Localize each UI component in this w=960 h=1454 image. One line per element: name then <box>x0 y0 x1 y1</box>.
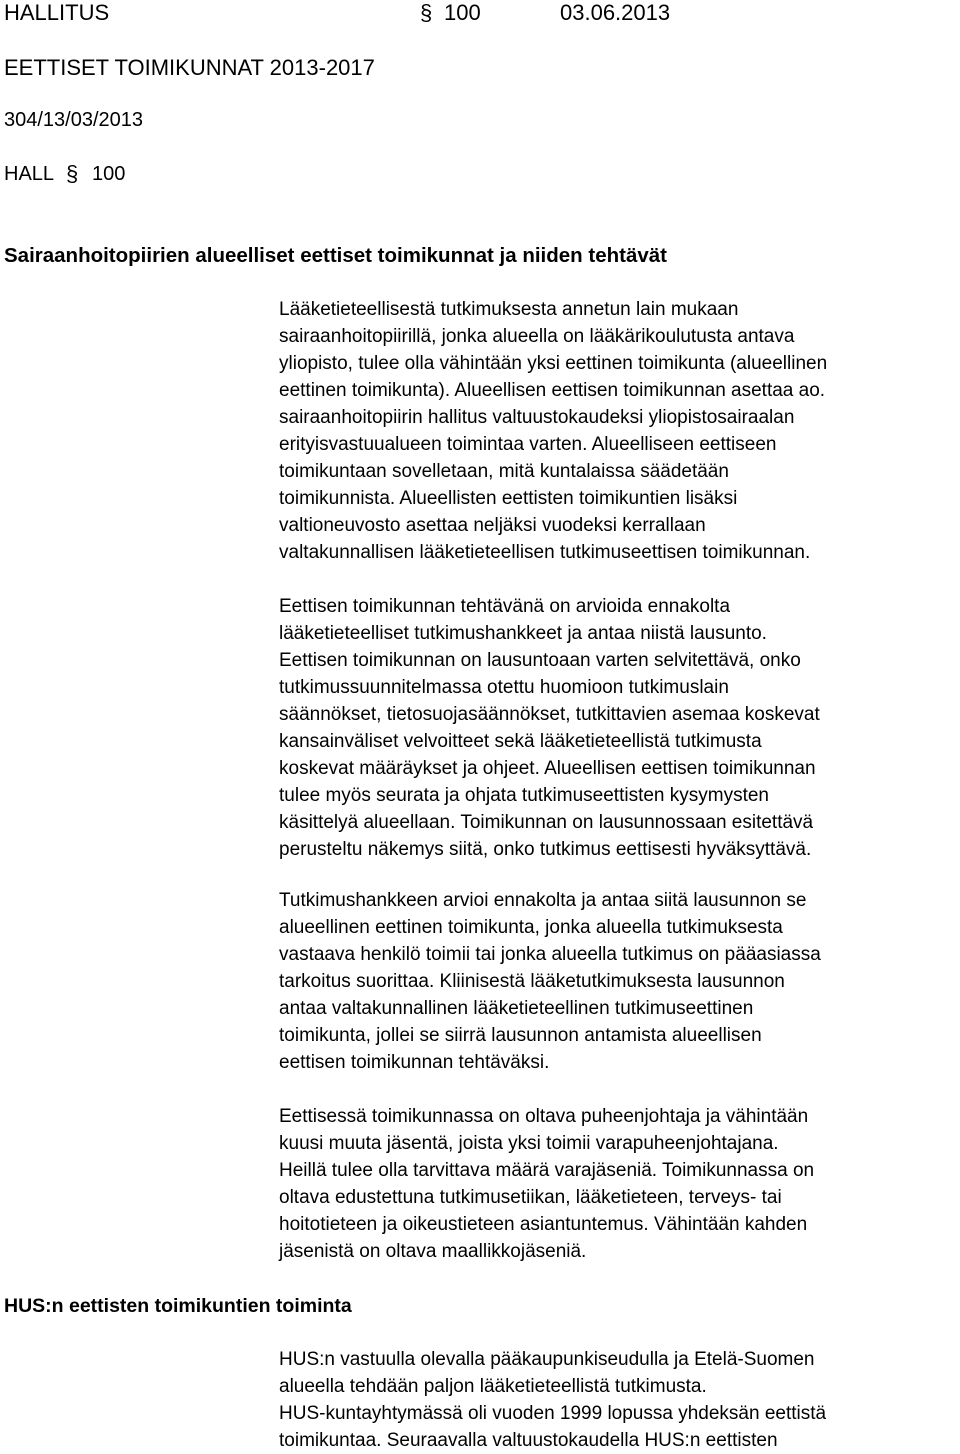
body-paragraph-4 <box>279 1103 955 1265</box>
paragraph-text: HUS:n vastuulla olevalla pääkaupunkiseudulla ja Etelä-Suomen alueella tehdään paljon lääketieteellistä tutkimusta. HUS-kuntayhtymässä oli vuoden 1999 lopussa yhdeksän eettistä toimikuntaa. Seuraavalla valtuustokaudella HUS:n eettisten <box>279 1349 827 1451</box>
header-number: 100 <box>444 0 481 25</box>
body-paragraph-3 <box>279 887 955 1076</box>
body-paragraph-2 <box>279 593 955 863</box>
body-paragraph-5 <box>279 1346 955 1454</box>
hall-label: HALL <box>4 163 55 185</box>
body-paragraph-1 <box>279 296 955 566</box>
paragraph-text: Tutkimushankkeen arvioi ennakolta ja antaa siitä lausunnon se alueellinen eettinen toimikunta, jonka alueella tutkimuksesta vastaava henkilö toimii tai jonka alueella tutkimus on pääasiassa tarkoitus suorittaa. Kliinisestä lääketutkimuksesta lausunnon antaa valtakunnallinen lääketieteellinen tutkimuseettinen toimikunta, jollei se siirrä lausunnon antamista alueellisen eettisen toimikunnan tehtäväksi. <box>279 890 821 1073</box>
paragraph-text: Eettisen toimikunnan tehtävänä on arvioida ennakolta lääketieteelliset tutkimushankkeet ja antaa niistä lausunto. Eettisen toimikunnan on lausuntoaan varten selvitettävä, onko tutkimussuunnitelmassa otettu huomioon tutkimuslain säännökset, tietosuojasäännökset, tutkittavien asemaa koskevat kansainväliset velvoitteet sekä lääketieteellistä tutkimusta koskevat määräykset ja ohjeet. Alueellisen eettisen toimikunnan tulee myös seurata ja ohjata tutkimuseettisten kysymysten käsittelyä alueellaan. Toimikunnan on lausunnossaan esitettävä perusteltu näkemys siitä, onko tutkimus eettisesti hyväksyttävä. <box>279 596 820 860</box>
side-heading: HUS:n eettisten toimikuntien toiminta <box>4 1295 352 1317</box>
document-title: EETTISET TOIMIKUNNAT 2013-2017 <box>4 55 375 80</box>
header-title: HALLITUS <box>4 0 110 25</box>
header-date: 03.06.2013 <box>560 0 671 25</box>
section-symbol-icon: § <box>420 0 433 25</box>
paragraph-text: Eettisessä toimikunnassa on oltava puheenjohtaja ja vähintään kuusi muuta jäsentä, joista yksi toimii varapuheenjohtajana. Heillä tulee olla tarvittava määrä varajäseniä. Toimikunnassa on oltava edustettuna tutkimusetiikan, lääketieteen, terveys- tai hoitotieteen ja oikeustieteen asiantuntemus. Vähintään kahden jäsenistä on oltava maallikkojäseniä. <box>279 1106 815 1262</box>
paragraph-text: Lääketieteellisestä tutkimuksesta annetun lain mukaan sairaanhoitopiirillä, jonka alueella on lääkärikoulutusta antava yliopisto, tulee olla vähintään yksi eettinen toimikunta (alueellinen eettinen toimikunta). Alueellisen eettisen toimikunnan asettaa ao. sairaanhoitopiirin hallitus valtuustokaudeksi yliopistosairaalan erityisvastuualueen toimintaa varten. Alueelliseen eettiseen toimikuntaan sovelletaan, mitä kuntalaissa säädetään toimikunnista. Alueellisten eettisten toimikuntien lisäksi valtioneuvosto asettaa neljäksi vuodeksi kerrallaan valtakunnallisen lääketieteellisen tutkimuseettisen toimikunnan. <box>279 299 828 563</box>
section-title: Sairaanhoitopiirien alueelliset eettiset toimikunnat ja niiden tehtävät <box>4 244 667 267</box>
hall-number: 100 <box>92 163 126 185</box>
document-reference: 304/13/03/2013 <box>4 109 144 131</box>
hall-section-symbol-icon: § <box>66 161 79 186</box>
